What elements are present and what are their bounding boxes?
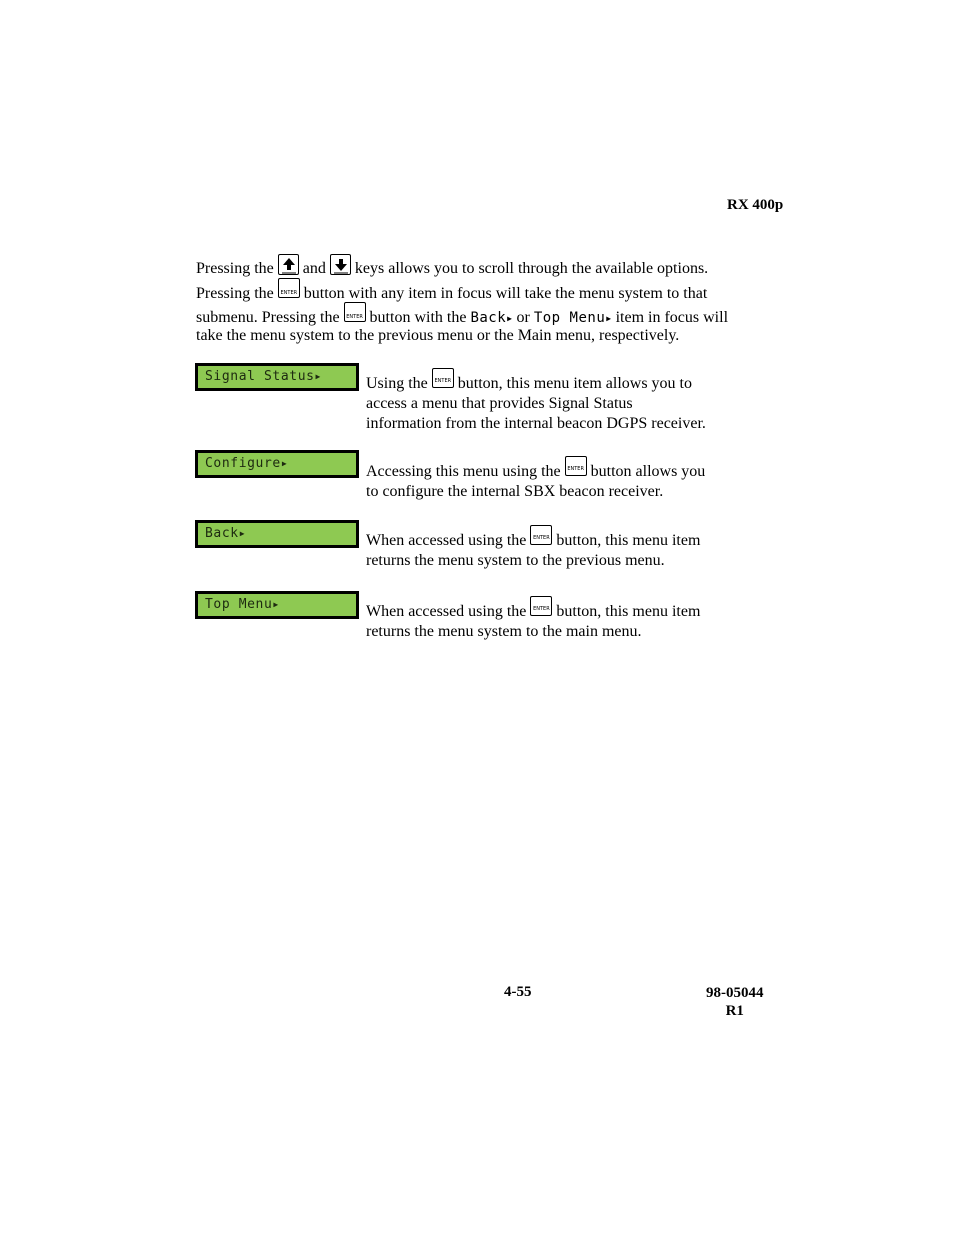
top-menu-description: When accessed using the ENTER button, this menu item returns the menu system to the main menu. bbox=[366, 596, 766, 642]
back-description: When accessed using the ENTER button, this menu item returns the menu system to the previous menu. bbox=[366, 525, 766, 571]
lcd-top-menu: Top Menu▶ bbox=[195, 591, 359, 619]
intro-line-1: Pressing the and keys allows you to scroll through the available options. bbox=[196, 254, 796, 278]
lcd-back: Back▶ bbox=[195, 520, 359, 548]
enter-key-icon: ENTER bbox=[278, 278, 300, 298]
arrow-right-icon: ▶ bbox=[273, 600, 279, 609]
intro-line-4: take the menu system to the previous menu or the Main menu, respectively. bbox=[196, 327, 680, 344]
page-number: 4-55 bbox=[504, 984, 532, 1000]
intro-paragraph bbox=[196, 254, 796, 346]
lcd-configure: Configure▶ bbox=[195, 450, 359, 478]
down-arrow-key-icon bbox=[330, 254, 351, 275]
signal-status-description: Using the ENTER button, this menu item allows you to access a menu that provides Signal Status information from the internal beacon DGPS receiver. bbox=[366, 368, 766, 434]
enter-key-icon: ENTER bbox=[530, 525, 552, 545]
document-header-title: RX 400p bbox=[727, 197, 784, 213]
arrow-right-icon: ▶ bbox=[281, 459, 288, 468]
arrow-right-icon: ▶ bbox=[507, 314, 513, 323]
lcd-signal-status: Signal Status▶ bbox=[195, 363, 359, 391]
intro-line-3: submenu. Pressing the ENTER button with the Back▶ or Top Menu▶ item in focus will bbox=[196, 302, 796, 326]
arrow-right-icon: ▶ bbox=[606, 314, 612, 323]
enter-key-icon: ENTER bbox=[344, 302, 366, 322]
intro-line-2: Pressing the ENTER button with any item in focus will take the menu system to that bbox=[196, 278, 796, 302]
configure-description: Accessing this menu using the ENTER button allows you to configure the internal SBX beacon receiver. bbox=[366, 456, 766, 502]
revision: R1 bbox=[725, 1003, 744, 1019]
arrow-right-icon: ▶ bbox=[315, 372, 321, 381]
inline-lcd-back: Back▶ bbox=[470, 310, 513, 326]
inline-lcd-top-menu: Top Menu▶ bbox=[533, 310, 612, 326]
document-number: 98-05044 R1 bbox=[706, 985, 764, 1019]
enter-key-icon: ENTER bbox=[530, 596, 552, 616]
arrow-right-icon: ▶ bbox=[239, 529, 246, 538]
enter-key-icon: ENTER bbox=[432, 368, 454, 388]
enter-key-icon: ENTER bbox=[565, 456, 587, 476]
up-arrow-key-icon bbox=[278, 254, 299, 275]
